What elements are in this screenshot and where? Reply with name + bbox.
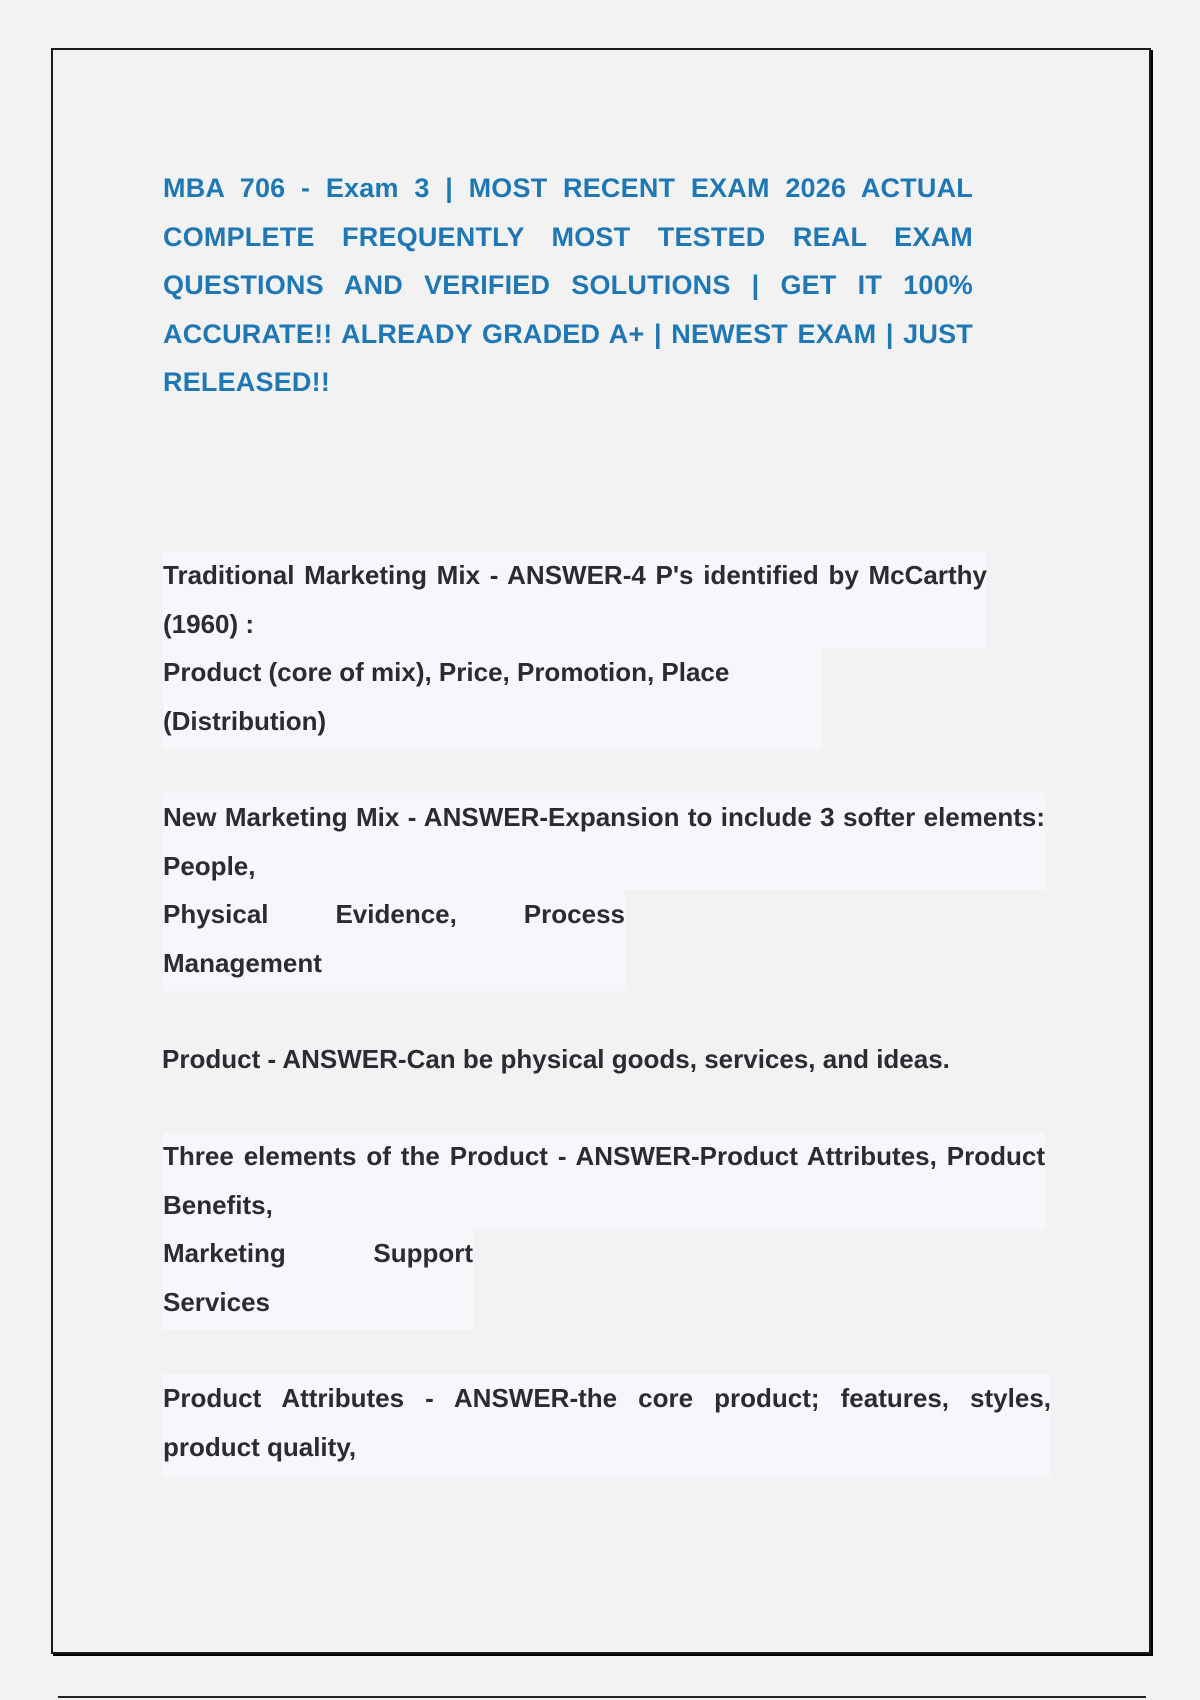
qa-entry-three-elements-of-product [163,1132,1045,1330]
qa-entry-continuation-text: Physical Evidence, Process [163,899,625,929]
qa-entry-product-attributes [163,1374,1051,1477]
qa-entry-continuation-text: Product (core of mix), Price, Promotion, Place (Distribution) [163,657,730,736]
qa-entry-text: Product Attributes - ANSWER-the core product; features, styles, product quality, [163,1374,1051,1477]
qa-entry-continuation-text: Services [163,1286,270,1317]
qa-entry-product [162,1035,1050,1084]
qa-entry-text: Product - ANSWER-Can be physical goods, services, and ideas. [162,1044,950,1074]
document-title: MBA 706 - Exam 3 | MOST RECENT EXAM 2026 ACTUAL COMPLETE FREQUENTLY MOST TESTED REAL EXAM QUESTIONS AND VERIFIED SOLUTIONS | GET IT 100% ACCURATE!! ALREADY GRADED A+ | NEWEST EXAM | JUST RELEASED!! [163,173,973,397]
qa-entry-traditional-marketing-mix [163,551,987,749]
qa-entry-text: New Marketing Mix - ANSWER-Expansion to include 3 softer elements: People, [163,793,1045,890]
next-page-edge [58,1696,1146,1698]
qa-entry-continuation [163,890,625,991]
qa-entry-continuation-text: Marketing Support [163,1238,473,1268]
qa-entry-continuation [163,648,821,749]
qa-entry-continuation-text: Management [163,947,322,978]
qa-entry-continuation [163,1229,473,1330]
qa-entry-text: Three elements of the Product - ANSWER-Product Attributes, Product Benefits, [163,1132,1045,1229]
qa-entry-text: Traditional Marketing Mix - ANSWER-4 P's identified by McCarthy (1960) : [163,551,987,648]
qa-entry-new-marketing-mix [163,793,1045,991]
